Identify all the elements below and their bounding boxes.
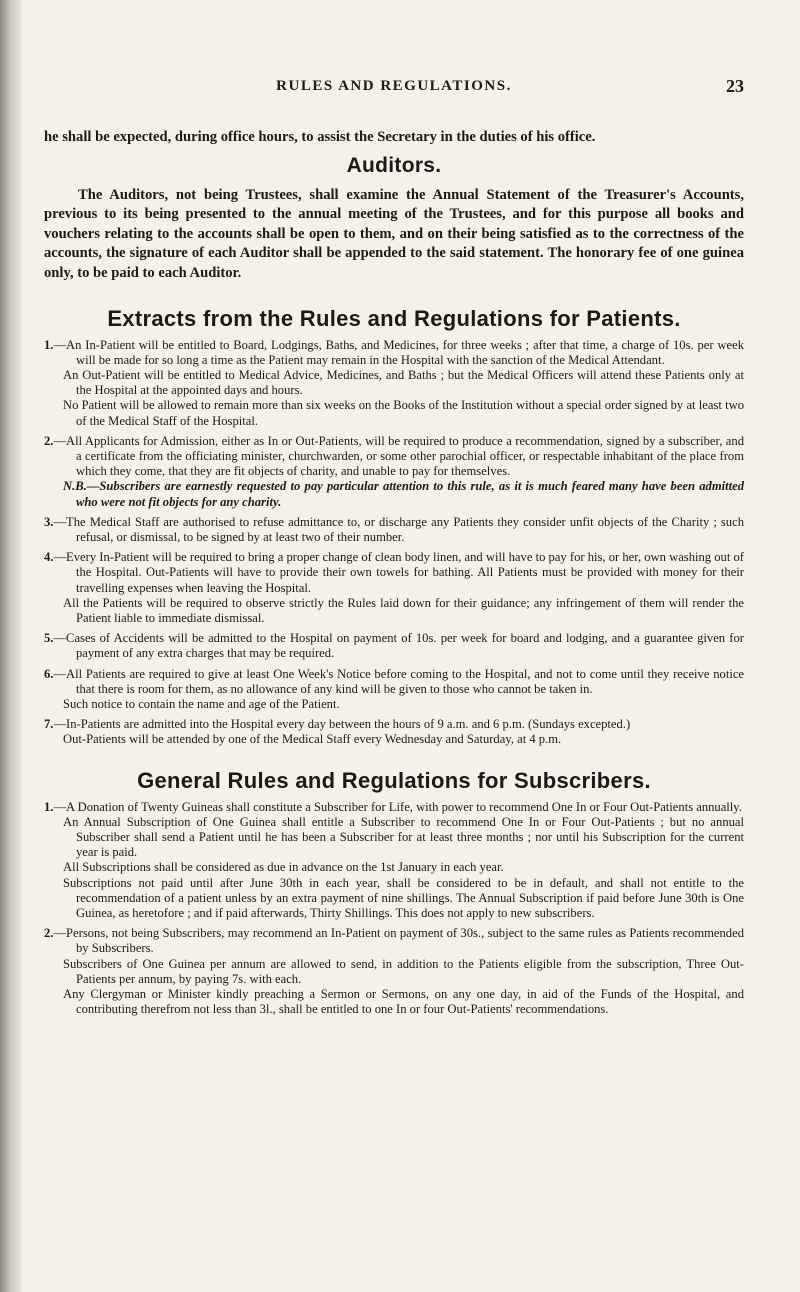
patient-rule-body: —The Medical Staff are authorised to refuse admittance to, or discharge any Patients they consider unfit objects of the Charity ; such refusal, or dismissal, to be signed by at least two of their number. xyxy=(53,514,744,544)
subscriber-rule-subparagraph: An Annual Subscription of One Guinea shall entitle a Subscriber to recommend One In or Four Out-Patients ; but no annual Subscriber shall send a Patient until he has been a Subscriber for at least three months ; nor until his Subscription for the current year is paid. xyxy=(63,814,744,860)
patient-rule-body: —All Applicants for Admission, either as In or Out-Patients, will be required to produce a recommendation, signed by a subscriber, and a certificate from the officiating minister, churchwarden, or some other parochial officer, or respectable inhabitant of the place from which they come, that they are fit objects of charity, and unable to pay for themselves. xyxy=(53,433,744,479)
patient-rule-body: —Every In-Patient will be required to bring a proper change of clean body linen, and will have to pay for his, or her, own washing out of the Hospital. Out-Patients will have to provide their own towels for bathing. All Patients must be provided with money for their travelling expenses when leaving the Hospital. xyxy=(53,550,744,595)
patient-rule-text xyxy=(44,434,744,480)
patient-rules-list xyxy=(44,338,744,748)
patient-rule-note: N.B.—Subscribers are earnestly requested to pay particular attention to this rule, as it is much feared many have been admitted who were not fit objects for any charity. xyxy=(63,479,744,509)
patient-rule-number: 1. xyxy=(44,337,54,352)
subscriber-rule-subparagraph: Any Clergyman or Minister kindly preaching a Sermon or Sermons, on any one day, in aid of the Funds of the Hospital, and contributing therefrom not less than 3l., shall be entitled to one In or four Out-Patients' recommendations. xyxy=(63,987,744,1017)
patient-rule-body: —An In-Patient will be entitled to Board, Lodgings, Baths, and Medicines, for three weeks ; after that time, a charge of 10s. per week will be made for so long a time as the Patient may remain in the Hospital with the sanction of the Medical Attendant. xyxy=(53,337,744,367)
patient-rule-subparagraph: An Out-Patient will be entitled to Medical Advice, Medicines, and Baths ; but the Medical Officers will attend these Patients only at the Hospital at the appointed days and hours. xyxy=(63,367,744,398)
subscriber-rule-subparagraph: Subscribers of One Guinea per annum are allowed to send, in addition to the Patients eligible from the subscription, Three Out-Patients per annum, by paying 7s. with each. xyxy=(63,956,744,986)
patient-rule-4 xyxy=(44,550,744,626)
patient-rule-subparagraph: Such notice to contain the name and age of the Patient. xyxy=(63,697,340,712)
patient-rule-2 xyxy=(44,434,744,510)
auditors-heading: Auditors. xyxy=(346,153,442,177)
patient-rule-subparagraph: All the Patients will be required to observe strictly the Rules laid down for their guidance; any infringement of them will render the Patient liable to immediate dismissal. xyxy=(63,595,744,626)
patient-rule-text xyxy=(44,667,744,697)
intro-paragraph: he shall be expected, during office hours, to assist the Secretary in the duties of his office. xyxy=(44,129,596,145)
patient-rule-body: —Cases of Accidents will be admitted to the Hospital on payment of 10s. per week for board and lodging, and a guarantee given for payment of any extra charges that may be required. xyxy=(53,631,744,661)
patient-rule-number: 2. xyxy=(44,433,54,448)
patient-rule-number: 4. xyxy=(44,550,54,565)
patient-rule-6 xyxy=(44,667,744,713)
patient-rule-number: 5. xyxy=(44,631,54,646)
page-content xyxy=(44,128,744,1017)
subscribers-heading: General Rules and Regulations for Subscribers. xyxy=(137,767,651,793)
patients-heading: Extracts from the Rules and Regulations for Patients. xyxy=(107,305,681,331)
subscriber-rule-subparagraph: Subscriptions not paid until after June 30th in each year, shall be considered to be in default, and shall not entitle to the recommendation of a patient unless by an extra payment of nine shillings. The Annual Subscription if paid before June 30th is One Guinea, as heretofore ; and if paid afterwards, Thirty Shillings. This does not apply to new subscribers. xyxy=(63,875,744,921)
subscriber-rule-number: 2. xyxy=(44,926,54,941)
auditors-paragraph: The Auditors, not being Trustees, shall examine the Annual Statement of the Treasurer's Accounts, previous to its being presented to the annual meeting of the Trustees, and for this purpose all books and vouchers relating to the accounts shall be open to them, and on their being satisfied as to the correctness of the accounts, the signature of each Auditor shall be appended to the said statement. The honorary fee of one guinea only, to be paid to each Auditor. xyxy=(44,186,744,281)
patient-rule-3 xyxy=(44,515,744,545)
patient-rule-text xyxy=(44,515,744,545)
subscriber-rule-text xyxy=(44,800,744,815)
patient-rule-text xyxy=(44,338,744,368)
page-number: 23 xyxy=(726,76,744,96)
subscriber-rule-body: —Persons, not being Subscribers, may recommend an In-Patient on payment of 30s., subject to the same rules as Patients recommended by Subscribers. xyxy=(53,926,744,956)
patient-rule-number: 6. xyxy=(44,666,54,681)
patient-rule-body: —In-Patients are admitted into the Hospital every day between the hours of 9 a.m. and 6 p.m. (Sundays excepted.) xyxy=(53,717,631,732)
patient-rule-number: 7. xyxy=(44,717,54,732)
subscriber-rule-subparagraph: All Subscriptions shall be considered as due in advance on the 1st January in each year. xyxy=(63,860,504,875)
subscriber-rule-2 xyxy=(44,926,744,1017)
subscriber-rules-list xyxy=(44,800,744,1018)
patient-rule-subparagraph: No Patient will be allowed to remain more than six weeks on the Books of the Institution without a special order signed by at least two of the Medical Staff of the Hospital. xyxy=(63,398,744,428)
patient-rule-text xyxy=(44,717,744,732)
subscriber-rule-body: —A Donation of Twenty Guineas shall constitute a Subscriber for Life, with power to recommend One In or Four Out-Patients annually. xyxy=(53,799,742,814)
patient-rule-body: —All Patients are required to give at least One Week's Notice before coming to the Hospital, and not to come until they receive notice that there is room for them, as no allowance of any kind will be given to those who cannot be taken in. xyxy=(53,666,744,696)
patient-rule-text xyxy=(44,631,744,661)
patient-rule-subparagraph: Out-Patients will be attended by one of the Medical Staff every Wednesday and Saturday, at 4 p.m. xyxy=(63,732,562,747)
subscriber-rule-1 xyxy=(44,800,744,922)
patient-rule-number: 3. xyxy=(44,514,54,529)
patient-rule-7 xyxy=(44,717,744,747)
patient-rule-text xyxy=(44,550,744,596)
subscriber-rule-text xyxy=(44,926,744,956)
book-spine-shadow xyxy=(0,0,22,1292)
subscriber-rule-number: 1. xyxy=(44,799,54,814)
running-title: RULES AND REGULATIONS. xyxy=(276,78,512,94)
patient-rule-1 xyxy=(44,338,744,429)
patient-rule-5 xyxy=(44,631,744,661)
running-head xyxy=(44,76,744,100)
